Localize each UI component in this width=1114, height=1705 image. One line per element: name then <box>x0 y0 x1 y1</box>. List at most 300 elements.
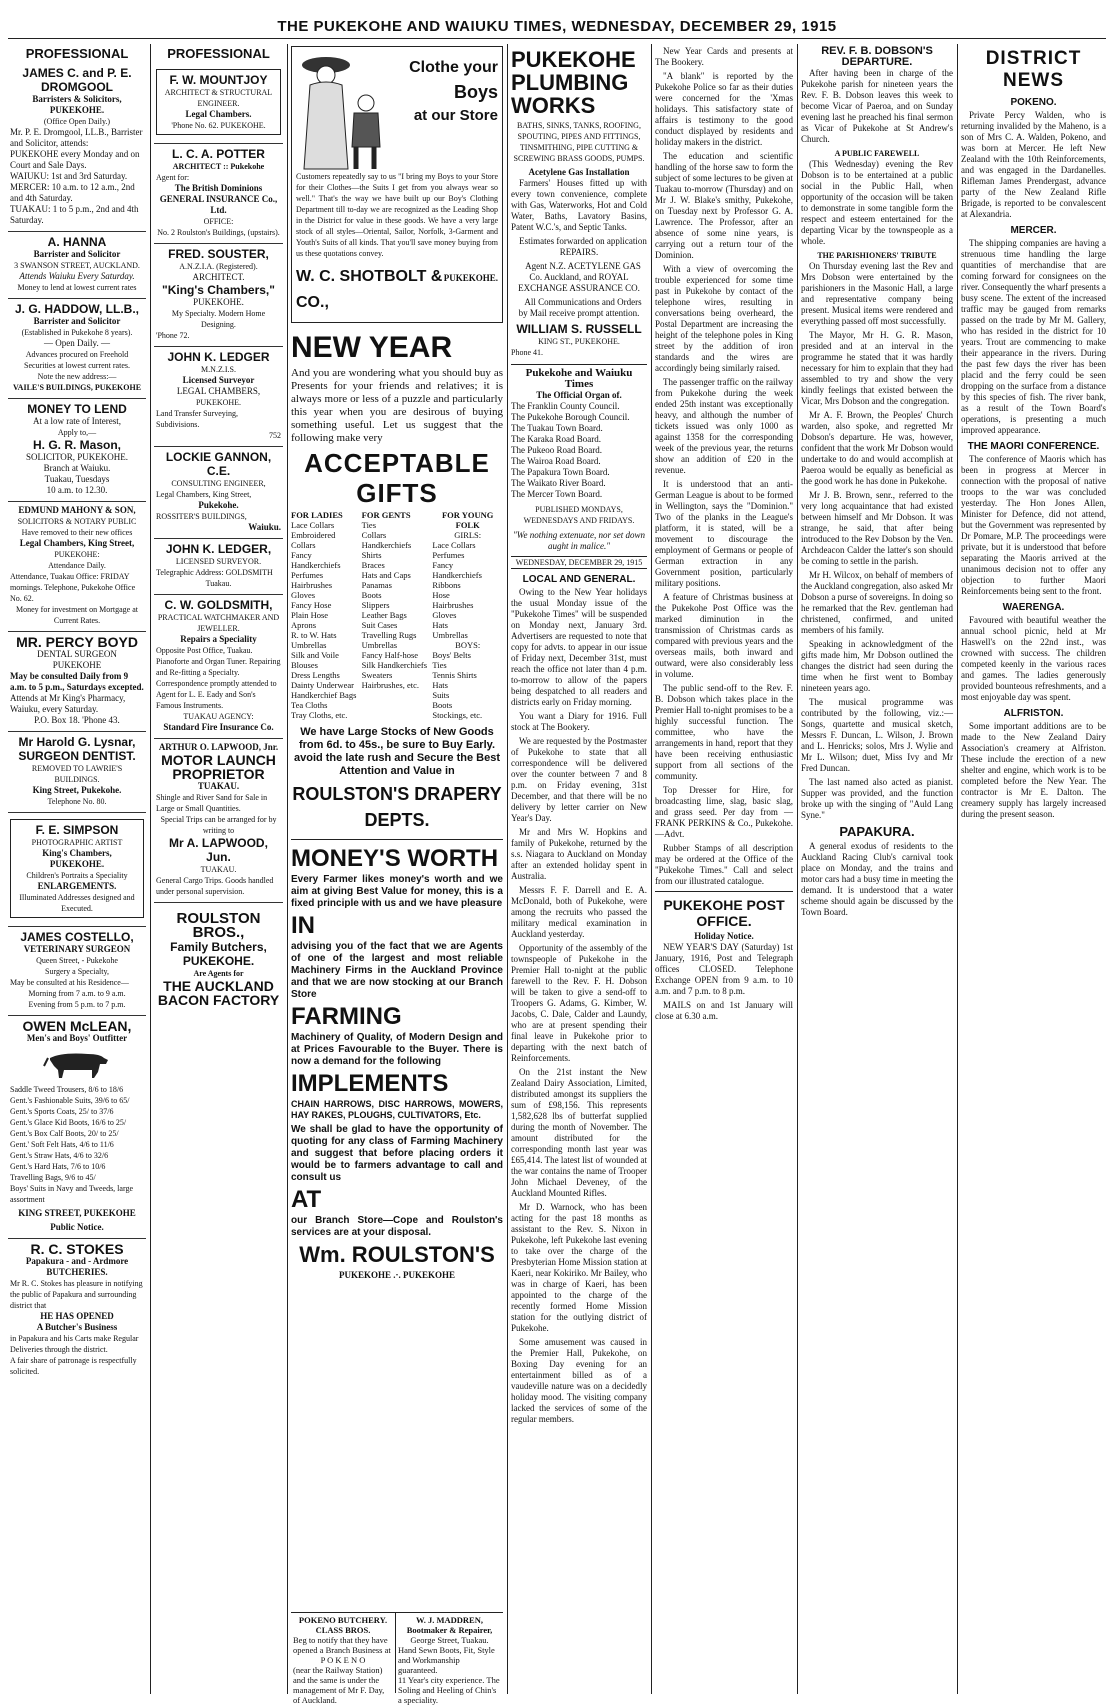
gift-list-gents <box>362 510 433 720</box>
gift-item: Aprons <box>291 620 317 630</box>
shotbolt-name: W. C. SHOTBOLT & CO., <box>296 268 443 311</box>
post-office-sub: Holiday Notice. <box>694 931 754 941</box>
gift-item: Fancy Handkerchiefs <box>291 550 341 570</box>
card-line: PUKEKOHE: <box>54 550 100 559</box>
card-line: SOLICITOR, PUKEKOHE. <box>25 452 129 462</box>
moneys-worth-heading: MONEY'S WORTH <box>291 845 499 872</box>
gift-item: Silk Handkerchiefs <box>361 660 428 670</box>
card-line: Tuakau. <box>205 579 232 588</box>
moneys-worth-para: We shall be glad to have the opportunity of quoting for any class of Farming Machinery and suggest that before placing orders it would be to farmers advantage to call and consult us <box>291 1124 503 1183</box>
gift-item: Handkerchiefs <box>361 540 412 550</box>
news-para: Rubber Stamps of all description may be ordered at the Office of the "Pukekohe Times." Call and select from our illustrated catalogue. <box>655 843 793 886</box>
card-line: Standard Fire Insurance Co. <box>163 722 274 732</box>
card-line: TUAKAU. <box>200 865 237 874</box>
news-para: It is understood that an anti-German League is about to be formed in Wellington, says the "Dominion." Two of the planks in the League's platform, it is stated, will be a movement to discourage the employment of Germans or people of German extraction in any Government position, particularly military positions. <box>655 479 793 588</box>
shotbolt-title-3: at our Store <box>413 107 498 124</box>
card-role: Barristers & Solicitors, <box>32 94 122 104</box>
post-office-body: NEW YEAR'S DAY (Saturday) 1st January, 1916, Post and Telegraph offices CLOSED. Telephone Exchange OPEN from 9 a.m. to 10 a.m. and 7 p.m. to 8 p.m. <box>655 942 793 996</box>
gift-item: Boys' Belts <box>432 650 471 660</box>
card-line: VAILE'S BUILDINGS, PUKEKOHE <box>12 383 142 392</box>
plumbing-services: BATHS, SINKS, TANKS, ROOFING, SPOUTING, PIPES AND FITTINGS, TINSMITHING, PIPE CUTTING & SCREWING BRASS GOODS, PUMPS. <box>513 121 645 163</box>
card-line: King Street, Pukekohe. <box>32 785 122 795</box>
column-professional-1 <box>8 46 146 1692</box>
dobson-heading: REV. F. B. DOBSON'S DEPARTURE. <box>821 45 933 68</box>
card-line: Queen Street, - Pukekohe <box>36 956 118 965</box>
times-org: The Tuakau Town Board. <box>511 423 603 433</box>
card-line: ENLARGEMENTS. <box>37 881 117 891</box>
card-line: Mr. P. E. Dromgool, LL.B., Barrister and Solicitor, attends: <box>10 127 143 148</box>
shotbolt-body: Customers repeatedly say to us "I bring my Boys to your Store for their Clothes—the Suits I get from you always wear so well." That's the way we have built up our Boy's Clothing Department till to-day we are recognized as the Leading Shop in the District for value in these goods. We have a very large stock of all styles—Oriental, Sailor, Norfolk, 3-Garment and Youth's Suits of all kinds. That you'll save money buying from us these quotations convey. <box>296 172 498 258</box>
card-line: 10 a.m. to 12.30. <box>46 485 108 495</box>
card-line: TUAKAU. <box>197 781 240 791</box>
roulston-intro: And you are wondering what you should buy as Presents for your friends and relatives; it is always more or less of a puzzle and particularly this year when you are desirous of buying something useful. Let us suggest that the following make very <box>291 367 503 444</box>
gift-item: Hats <box>432 620 448 630</box>
card-role: PHOTOGRAPHIC ARTIST <box>31 838 123 847</box>
column-rule <box>797 44 798 1694</box>
pokeno-sub: CLASS BROS. <box>315 1625 371 1635</box>
card-line: Children's Portraits a Speciality <box>26 871 128 880</box>
gift-item: Embroidered Collars <box>291 530 336 550</box>
card-costello <box>8 927 146 1016</box>
gift-subheading: GIRLS: <box>454 530 482 540</box>
card-name: EDMUND MAHONY & SON, <box>18 505 136 515</box>
section-heading: PROFESSIONAL <box>25 46 129 61</box>
gift-list-heading: FOR LADIES <box>291 510 343 520</box>
pokeno-body-2: (near the Railway Station) and the same is under the management of Mr F. Day, of Auckland. <box>293 1665 385 1705</box>
gift-item: Panamas <box>361 580 392 590</box>
district-subheading: WAERENGA. <box>1002 602 1065 613</box>
item-line: Gent.'s Fashionable Suits, 39/6 to 65/ <box>10 1096 130 1105</box>
news-para: Top Dresser for Hire, for broadcasting lime, slag, basic slag, and grass seed. Per day from — FRANK PERKINS & Co., Pukekohe.—Advt. <box>655 785 793 839</box>
card-line: KING STREET, PUKEKOHE <box>18 1208 136 1218</box>
dobson-subheading: THE PARISHIONERS' TRIBUTE <box>817 251 937 260</box>
gift-item: Boots <box>361 590 382 600</box>
moneys-worth-signature: Wm. ROULSTON'S <box>299 1242 495 1267</box>
card-line: Money to lend at lowest current rates <box>17 283 137 292</box>
gift-item: Handkerchief Bags <box>291 690 357 700</box>
card-line: Are Agents for <box>193 969 244 978</box>
card-line: TUAKAU AGENCY: <box>183 712 254 721</box>
gift-item: Ties <box>361 520 377 530</box>
card-line: 752 <box>269 431 281 440</box>
gift-item: Travelling Rugs <box>361 630 417 640</box>
card-line: A fair share of patronage is respectfully solicited. <box>10 1356 137 1376</box>
column-rule <box>651 44 652 1694</box>
local-para: On the 21st instant the New Zealand Dairy Association, Limited, distributed amongst its suppliers the sum of £98,156. This represents 1,582,628 lbs of butterfat supplied during the month of November. The amount distributed for the corresponding month last year was £65,414. The latest list of wounded at the war contains the name of Trooper John Michael Deveney, of the Auckland Mounted Rifles. <box>511 1067 647 1198</box>
card-line: Have removed to their new offices <box>21 528 133 537</box>
card-line: Opposite Post Office, Tuakau. <box>156 646 253 655</box>
news-para: The passenger traffic on the railway from Pukekohe during the week ended 25th instant was exceptionally heavy, and although the number of tickets issued was only 1000 as against 1358 for the corresponding week of the previous year, the returns show an addition of £20 in the revenue. <box>655 377 793 475</box>
dobson-para: Mr J. B. Brown, senr., referred to the very long acquaintance that had existed between himself and Mr Dobson. It was strange, he said, that after being introduced to the Rev Dobson by the Ven. Archdeacon Calder the latter's son should be coming to settle in the parish. <box>801 490 953 566</box>
card-line: "King's Chambers," <box>162 283 275 297</box>
gift-item: Fancy Handkerchiefs <box>432 560 482 580</box>
gift-item: Gloves <box>432 610 457 620</box>
card-line: Advances procured on Freehold Securities at lowest current rates. <box>24 350 130 370</box>
dobson-para: On Thursday evening last the Rev and Mrs Dobson were entertained by the parishioners in the Masonic Hall, a large and representative company being present. Musical items were rendered and everything passed off most successfully. <box>801 261 953 326</box>
news-para: "A blank" is reported by the Pukekohe Police so far as their duties were concerned for the 'Xmas holidays. This satisfactory state of affairs is testimony to the good conduct displayed by residents and holiday makers in the district. <box>655 71 793 147</box>
item-line: Gent.'s Hard Hats, 7/6 to 10/6 <box>10 1162 106 1171</box>
times-sub: The Official Organ of. <box>536 390 622 400</box>
times-org: The Franklin County Council. <box>511 401 620 411</box>
card-role: Papakura - and - Ardmore BUTCHERIES. <box>25 1256 129 1277</box>
mother-and-boy-illustration <box>296 51 388 171</box>
post-office-heading: PUKEKOHE POST OFFICE. <box>663 897 785 929</box>
item-line: Gent.' Soft Felt Hats, 4/6 to 11/6 <box>10 1140 114 1149</box>
card-line: ROSSITER'S BUILDINGS, <box>156 512 247 521</box>
moneys-worth-para: CHAIN HARROWS, DISC HARROWS, MOWERS, HAY RAKES, PLOUGHS, CULTIVATORS, Etc. <box>291 1099 503 1120</box>
gift-item: Ribbons <box>432 580 461 590</box>
card-line: My Specialty. Modern Home Designing. <box>171 309 266 329</box>
times-org: The Waikato River Board. <box>511 478 606 488</box>
plumbing-proprietor: WILLIAM S. RUSSELL <box>516 322 642 336</box>
gift-item: Slippers <box>361 600 390 610</box>
gift-item: Suit Cases <box>361 620 398 630</box>
card-dromgool <box>8 63 146 232</box>
card-name: OWEN McLEAN, <box>22 1018 132 1034</box>
gift-item: Stockings, etc. <box>432 710 483 720</box>
gift-item: Umbrellas <box>432 630 468 640</box>
card-line: Legal Chambers, King Street, <box>156 490 252 499</box>
card-simpson <box>8 813 146 927</box>
plumbing-para: Farmers' Houses fitted up with every town convenience, complete with Gas, Waterworks, Hot and Cold Water, Baths, Lavatory Basins, Patent W.C.'s, and Septic Tanks. <box>511 178 647 232</box>
gift-list-heading: FOR YOUNG FOLK <box>441 510 494 530</box>
local-para: Some amusement was caused in the Premier Hall, Pukekohe, on Boxing Day evening for an entertainment billed as of a vaudeville nature was on a decidedly holiday mood. The visiting company lacked the services of some of the regular members. <box>511 1337 647 1424</box>
column-plumbing-local <box>511 46 647 1692</box>
card-line: Attendance Daily. <box>48 561 106 570</box>
local-para: Mr D. Warnock, who has been acting for the past 18 months as assistant to the Rev. S. Nixon in Pukekohe, left Pukekohe last evening to take over the charge of the Presbyterian Home Mission station at Kaeri, near Kokiriko. Mr Bailey, who was in charge of Kaeri, has been appointed to the charge of the recently formed Home Mission station for the outlying district of Pukekohe. <box>511 1202 647 1333</box>
maddren-line: Hand Sewn Boots, Fit, Style and Workmanship guaranteed. <box>398 1645 495 1675</box>
column-dobson <box>801 46 953 1692</box>
card-line: Agent for: <box>156 173 190 182</box>
pokeno-heading: POKENO BUTCHERY. <box>298 1615 388 1625</box>
card-name: A. HANNA <box>47 235 107 249</box>
gift-list-young-folk <box>432 510 503 720</box>
times-org: The Pukekohe Borough Council. <box>511 412 630 422</box>
gift-item: Silk and Voile Blouses <box>291 650 339 670</box>
card-name: JOHN K. LEDGER <box>167 350 270 364</box>
card-line: General Cargo Trips. Goods handled under personal supervision. <box>156 876 274 896</box>
gift-item: Hairbrushes, etc. <box>361 680 420 690</box>
local-para: Messrs F. F. Darrell and E. A. McDonald, both of Pukekohe, were among the recruits who passed the military medical examination in Auckland yesterday. <box>511 885 647 939</box>
card-place: PUKEKOHE. <box>49 105 105 115</box>
card-role: VETERINARY SURGEON <box>23 944 131 954</box>
column-district-news <box>961 46 1106 1692</box>
gift-item: Umbrellas <box>291 640 327 650</box>
card-line: LEGAL CHAMBERS, <box>176 386 261 396</box>
papakura-para: A general exodus of residents to the Auckland Racing Club's carnival took place on Monday, and the trains and motor cars had a busy time in meeting the demand. It is understood that a water scheme should again be discussed by the Town Board. <box>801 841 953 917</box>
card-line: Evening from 5 p.m. to 7 p.m. <box>28 1000 126 1009</box>
card-line: Mr R. C. Stokes has pleasure in notifying the public of Papakura and surrounding district that <box>10 1279 143 1310</box>
card-mclean <box>8 1016 146 1239</box>
card-boyd <box>8 632 146 732</box>
card-line: HE HAS OPENED <box>40 1311 114 1321</box>
card-line: Illuminated Addresses designed and Executed. <box>19 893 135 913</box>
card-line: King's Chambers, <box>42 848 112 858</box>
dobson-para: The musical programme was contributed by the following, viz.:—Songs, quartette and musical sketch, Messrs F. Duncan, L. Wilson, J. Brown and L. Henricks; solos, Mrs J. Wylie and Mr L. Wilson; duet, Miss Ivy and Mr Fred Duncan. <box>801 697 953 773</box>
card-name: MONEY TO LEND <box>27 402 127 416</box>
district-para: Private Percy Walden, who is returning invalided by the Maheno, is a son of Mrs C. A. Walden, Pokeno, and was born at Mercer. He left New Zealand with the 10th Reinforcements, and was engaged in the Dardanelles. Rifleman James Prendergast, advance party of the New Zealand Rifle Brigade, is reported to be convalescent at Alexandria. <box>961 110 1106 219</box>
card-line: Agent for L. E. Eady and Son's Famous Instruments. <box>156 690 256 710</box>
plumbing-para: Estimates forwarded on application REPAIRS. <box>519 236 647 257</box>
pokeno-body: Beg to notify that they have opened a Branch Business at <box>293 1635 391 1655</box>
local-para: Mr and Mrs W. Hopkins and family of Pukekohe, returned by the s.s. Niagara to Auckland on Monday after an extended holiday spent in Australia. <box>511 827 647 881</box>
ad-maddren <box>396 1613 503 1705</box>
bull-illustration <box>42 1048 112 1080</box>
card-line: Money for investment on Mortgage at Current Rates. <box>16 605 138 625</box>
shotbolt-place: PUKEKOHE. <box>443 273 498 283</box>
card-line: Legal Chambers. <box>185 109 252 119</box>
local-para: We are requested by the Postmaster of Pukekohe to state that all correspondence will be delivered over the counter between 7 and 8 p.m. on Friday evening, 31st December, and that there will be no delivery by letter carrier on New Year's Day. <box>511 736 647 823</box>
district-subheading: MERCER. <box>1010 225 1057 236</box>
ad-roulston-drapery <box>291 331 503 833</box>
card-souster <box>154 244 283 347</box>
maddren-name: W. J. MADDREN, <box>416 1615 483 1625</box>
card-line: Public Notice. <box>50 1222 104 1232</box>
card-line: Repairs a Speciality <box>180 634 257 644</box>
card-line: PUKEKOHE. <box>182 954 255 968</box>
ad-moneys-worth <box>291 839 503 1281</box>
item-line: Boys' Suits in Navy and Tweeds, large assortment <box>10 1184 134 1204</box>
dobson-para: (This Wednesday) evening the Rev Dobson is to be entertained at a public social in the Public Hall, when opportunity of the occasion will be taken to demonstrate in some tangible form the respect and esteem entertained for the departing Vicar by the townspeople as a whole. <box>801 159 953 246</box>
card-roulston-bros <box>154 903 283 1012</box>
gift-item: R. to W. Hats <box>291 630 337 640</box>
card-name: R. C. STOKES <box>30 1241 124 1257</box>
district-para: Some important additions are to be made to the New Zealand Dairy Association's creamery at Alfriston. These include the erection of a new shelter and engine, which work is to be completed before the New Year. The contractor is Mr E. Dalton. The creamery supply has largely increased during the present season. <box>961 721 1106 819</box>
maddren-role: Bootmaker & Repairer, <box>406 1625 493 1635</box>
gift-item: Tea Cloths <box>291 700 328 710</box>
card-name: ROULSTON BROS., <box>176 910 261 941</box>
card-line: THE AUCKLAND <box>163 978 274 994</box>
gift-item: Ties <box>432 660 447 670</box>
card-role: PRACTICAL WATCHMAKER AND JEWELLER. <box>157 613 280 633</box>
card-name: F. W. MOUNTJOY <box>169 73 268 87</box>
gift-item: Hairbrushes <box>291 580 333 590</box>
card-role: ARCHITECT & STRUCTURAL ENGINEER. <box>164 88 273 108</box>
card-line: ARCHITECT. <box>192 272 245 282</box>
column-professional-2 <box>154 46 283 1692</box>
card-name: ARTHUR O. LAPWOOD, Jnr. <box>158 742 279 752</box>
card-line: Attends at Mr King's Pharmacy, Waiuku, every Saturday. <box>10 693 126 714</box>
card-line: No. 2 Roulston's Buildings, (upstairs). <box>157 228 280 237</box>
moneys-worth-heading: IN <box>291 912 315 939</box>
card-haddow <box>8 299 146 399</box>
times-org: The Karaka Road Board. <box>511 434 601 444</box>
bottom-ads <box>291 1612 503 1705</box>
card-line: Note the new address:— <box>37 372 117 381</box>
column-rule <box>507 44 508 1694</box>
column-rule <box>150 44 151 1694</box>
dobson-para: Speaking in acknowledgment of the gifts made him, Mr Dobson outlined the changes the district had seen during the time when he first went to Bombay nineteen years ago. <box>801 639 953 693</box>
card-line: Branch at Waiuku. <box>43 463 111 473</box>
card-role: ARCHITECT :: Pukekohe <box>172 162 265 171</box>
roulston-stocks: We have Large Stocks of New Goods from 6d. to 45s., be sure to Buy Early. avoid the late rush and Secure the Best Attention and Value in <box>293 726 500 777</box>
times-published: PUBLISHED MONDAYS, WEDNESDAYS AND FRIDAYS. <box>523 505 635 525</box>
item-line: Gent.'s Glace Kid Boots, 16/6 to 25/ <box>10 1118 127 1127</box>
card-role: CONSULTING ENGINEER, <box>171 479 266 488</box>
times-date: WEDNESDAY, DECEMBER 29, 1915 <box>511 556 647 569</box>
dobson-para: Mr A. F. Brown, the Peoples' Church warden, also spoke, and regretted Mr Dobson's departure. He was, however, confident that the work Mr Dobson would undertake to do and would accomplish at Paeroa would be equally as beneficial as the good work he has done in Pukekohe. <box>801 410 953 486</box>
card-mason <box>8 399 146 502</box>
card-line: Waiuku. <box>248 522 281 532</box>
moneys-worth-para: Every Farmer likes money's worth and we aim at giving Best Value for money, this is a fixed principle with us and we have pleasure <box>291 874 503 909</box>
card-line: REMOVED TO LAWRIE'S BUILDINGS. <box>31 764 123 784</box>
card-line: BACON FACTORY <box>157 992 280 1008</box>
card-name: JAMES COSTELLO, <box>20 930 134 944</box>
card-name: FRED. SOUSTER, <box>168 247 269 261</box>
gift-item: Tray Cloths, etc. <box>291 710 348 720</box>
plumbing-heading: PUKEKOHE PLUMBING WORKS <box>511 47 636 118</box>
card-gannon <box>154 447 283 539</box>
card-line: Special Trips can be arranged for by writing to <box>160 815 277 835</box>
card-line: At a low rate of Interest, <box>33 416 121 426</box>
card-line: Pianoforte and Organ Tuner. Repairing and Re-fitting a Specialty. <box>156 657 281 677</box>
card-line: 3 SWANSON STREET, AUCKLAND. <box>14 261 140 270</box>
card-line: A Butcher's Business <box>36 1322 118 1332</box>
card-name: F. E. SIMPSON <box>35 823 119 837</box>
card-line: Telegraphic Address: GOLDSMITH <box>156 568 273 577</box>
post-office-body: MAILS on and 1st January will close at 6.30 a.m. <box>655 1000 793 1021</box>
shotbolt-title-1: Clothe your <box>409 59 498 76</box>
local-para: Opportunity of the assembly of the townspeople of Pukekohe in the Premier Hall to-night at the public farewell to the Rev. F. H. Dobson will be taken to give a send-off to Troopers G. Adams, G. Kimber, W. Jacobs, C. Dale, Calder and Laundy, who are at present spending their final leave in Pukekohe prior to departing with the next batch of Reinforcements. <box>511 943 647 1063</box>
card-lapwood <box>154 739 283 903</box>
card-role: Men's and Boys' Outfitter <box>26 1033 128 1043</box>
gift-item: Perfumes <box>432 550 465 560</box>
card-potter <box>154 144 283 244</box>
card-line: Apply to,— <box>57 428 97 437</box>
district-subheading: THE MAORI CONFERENCE. <box>967 441 1100 452</box>
moneys-worth-para: our Branch Store—Cope and Roulston's services are at your disposal. <box>291 1215 503 1238</box>
card-line: Land Transfer Surveying, Subdivisions. <box>156 409 238 429</box>
card-line: PUKEKOHE. <box>195 398 242 407</box>
gift-item: Hairbrushes <box>432 600 474 610</box>
district-para: The shipping companies are having a strenuous time handling the large quantities of merchandise that are coming forward for consignees on the river. Consequently the wharf presents a busy scene. The extent of the increased traffic may be gauged from remarks passed on the trade by Mr M. Gallery, who has resided in the district for 10 years. Trout are commencing to make their appearance in the rivers. During the past few days the river has been placid and the ferry could be seen dropping on the surface from a distance by this species of fish. The river bank, as a result of the Town Board's operations, is presenting a much improved appearance. <box>961 238 1106 435</box>
card-line: TUAKAU: 1 to 5 p.m., 2nd and 4th Saturday. <box>10 204 139 225</box>
dobson-para: The last named also acted as pianist. Supper was provided, and the function broke up with the singing of "Auld Lang Syne." <box>801 777 953 820</box>
gift-item: Umbrellas <box>361 640 398 650</box>
times-org: The Pukeoo Road Board. <box>511 445 602 455</box>
card-line: in Papakura and his Carts make Regular Deliveries through the district. <box>10 1334 139 1354</box>
gift-item: Boots <box>432 700 453 710</box>
card-line: Pukekohe. <box>198 500 239 510</box>
papakura-heading: PAPAKURA. <box>839 824 915 839</box>
gift-item: Braces <box>361 560 385 570</box>
district-para: Favoured with beautiful weather the annual school picnic, held at Mr Haswell's on the 22nd inst., was crowned with success. The children competed keenly in the various races and games. The ladies generously provided bounteous refreshments, and a most enjoyable day was spent. <box>961 615 1106 702</box>
dobson-subheading: A PUBLIC FAREWELL <box>834 149 920 158</box>
times-org: The Mercer Town Board. <box>511 489 603 499</box>
card-role: SOLICITORS & NOTARY PUBLIC <box>17 517 137 526</box>
gift-item: Fancy Half-hose <box>361 650 419 660</box>
local-heading: LOCAL AND GENERAL. <box>522 574 636 585</box>
pokeno-place: P O K E N O <box>320 1655 366 1665</box>
gift-item: Tennis Shirts <box>432 670 477 680</box>
column-rule <box>957 44 958 1694</box>
card-goldsmith <box>154 595 283 739</box>
gift-item: Sweaters <box>361 670 393 680</box>
new-year-heading: NEW YEAR <box>291 331 453 364</box>
card-role: SURGEON DENTIST. <box>18 749 136 763</box>
gift-item: Perfumes <box>291 570 324 580</box>
item-line: Saddle Tweed Trousers, 8/6 to 18/6 <box>10 1085 124 1094</box>
gift-subheading: BOYS: <box>455 640 481 650</box>
gift-item: Gloves <box>291 590 316 600</box>
gift-item: Dress Lengths <box>291 670 340 680</box>
card-role: MOTOR LAUNCH PROPRIETOR <box>161 752 276 782</box>
news-para: With a view of overcoming the trouble experienced for some time past in Pukekohe by contact of the telephone wires, resulting in conversations being overheard, the Postal Department are increasing the height of the telephone poles in King street by the addition of iron standards and the wires are accordingly being similarly raised. <box>655 264 793 373</box>
card-hanna <box>8 232 146 299</box>
card-line: Surgery a Specialty, <box>45 967 109 976</box>
card-line: Legal Chambers, King Street, <box>19 538 135 548</box>
card-role: A.N.Z.I.A. (Registered). <box>179 262 258 271</box>
card-role: Barrister and Solicitor <box>33 316 121 326</box>
card-stokes <box>8 1239 146 1382</box>
maddren-addr: George Street, Tuakau. <box>410 1635 489 1645</box>
moneys-worth-heading: IMPLEMENTS <box>291 1070 449 1097</box>
card-role: DENTAL SURGEON <box>37 649 117 659</box>
gift-list-ladies <box>291 510 362 720</box>
dobson-para: Mr H. Wilcox, on behalf of members of the Auckland congregation, also asked Mr Dobson a purse of sovereigns. In doing so he remarked that the Rev. gentleman had christened, confirmed, and united members of his family. <box>801 570 953 635</box>
card-line: Attendance, Tuakau Office: FRIDAY mornings. Telephone, Pukekohe Office No. 62. <box>10 572 136 603</box>
card-line: WAIUKU: 1st and 3rd Saturday. <box>10 171 128 181</box>
gift-item: Hose <box>432 590 450 600</box>
card-name: J. G. HADDOW, LL.B., <box>14 302 139 316</box>
card-line: Licensed Surveyor <box>182 375 255 385</box>
news-para: New Year Cards and presents at The Bookery. <box>655 46 793 67</box>
card-name: Mr Harold G. Lysnar, <box>18 735 136 749</box>
column-advertisements <box>291 46 503 1692</box>
gift-item: Lace Collars <box>291 520 335 530</box>
gift-item: Leather Bags <box>361 610 407 620</box>
item-line: Gent.'s Sports Coats, 25/ to 37/6 <box>10 1107 114 1116</box>
plumbing-addr: KING ST., PUKEKOHE. <box>538 337 620 346</box>
card-line: 'Phone No. 62. PUKEKOHE. <box>171 121 266 130</box>
gift-lists <box>291 510 503 720</box>
gift-item: Hats and Caps <box>361 570 411 580</box>
card-role: M.N.Z.I.S. <box>201 365 236 374</box>
card-name: L. C. A. POTTER <box>172 147 265 161</box>
card-line: OFFICE: <box>203 217 234 226</box>
card-line: MERCER: 10 a.m. to 12 a.m., 2nd and 4th Saturday. <box>10 182 135 203</box>
section-heading: PROFESSIONAL <box>167 46 270 61</box>
card-line: Telephone No. 80. <box>47 797 107 806</box>
moneys-worth-heading: AT <box>291 1186 322 1213</box>
times-notice <box>511 364 647 569</box>
card-line: Mr A. LAPWOOD, Jun. <box>169 836 268 864</box>
times-motto: "We nothing extenuate, nor set down aught in malice." <box>513 530 645 551</box>
card-mountjoy <box>154 63 283 144</box>
dobson-para: The Mayor, Mr H. G. R. Mason, presided and at an interval in the programme he stated that it was hardly necessary for him to explain that they had assembled to try and show the very kindly feelings that existed between the Vicar, Mrs Dobson and the congregation. <box>801 330 953 406</box>
card-name: JAMES C. and P. E. DROMGOOL <box>22 66 132 94</box>
plumbing-para: All Communications and Orders by Mail receive prompt attention. <box>518 297 642 318</box>
plumbing-gas: Acetylene Gas Installation <box>528 167 630 177</box>
district-subheading: POKENO. <box>1010 97 1057 108</box>
card-line: (Established in Pukekohe 8 years). <box>21 328 133 337</box>
card-line: Shingle and River Sand for Sale in Large or Small Quantities. <box>156 793 268 813</box>
moneys-worth-heading: FARMING <box>291 1003 402 1030</box>
column-news <box>655 46 793 1692</box>
local-para: Owing to the New Year holidays the usual Monday issue of the "Pukekohe Times" will be suspended on Monday next, January 3rd. Advertisers are requested to note that copy for advts. to appear in our issue of Friday next, December 31st, must reach the office not later than 4 p.m. to-morrow to allow of the papers being despatched to all readers and districts early on Friday morning. <box>511 587 647 707</box>
card-ledger <box>154 347 283 447</box>
gift-item: Fancy Hose <box>291 600 332 610</box>
times-heading: Pukekohe and Waiuku Times <box>525 367 633 390</box>
gift-item: Plain Hose <box>291 610 329 620</box>
roulston-drapery-signature: ROULSTON'S DRAPERY DEPTS. <box>292 784 502 830</box>
gift-item: Dainty Underwear <box>291 680 355 690</box>
card-line: Tuakau, Tuesdays <box>44 474 110 484</box>
gift-item: Shirts <box>361 550 382 560</box>
ad-shotbolt <box>291 46 503 323</box>
post-office-notice <box>655 891 793 1022</box>
plumbing-para: Agent N.Z. ACETYLENE GAS Co. Auckland, and ROYAL EXCHANGE ASSURANCE CO. <box>518 261 641 293</box>
